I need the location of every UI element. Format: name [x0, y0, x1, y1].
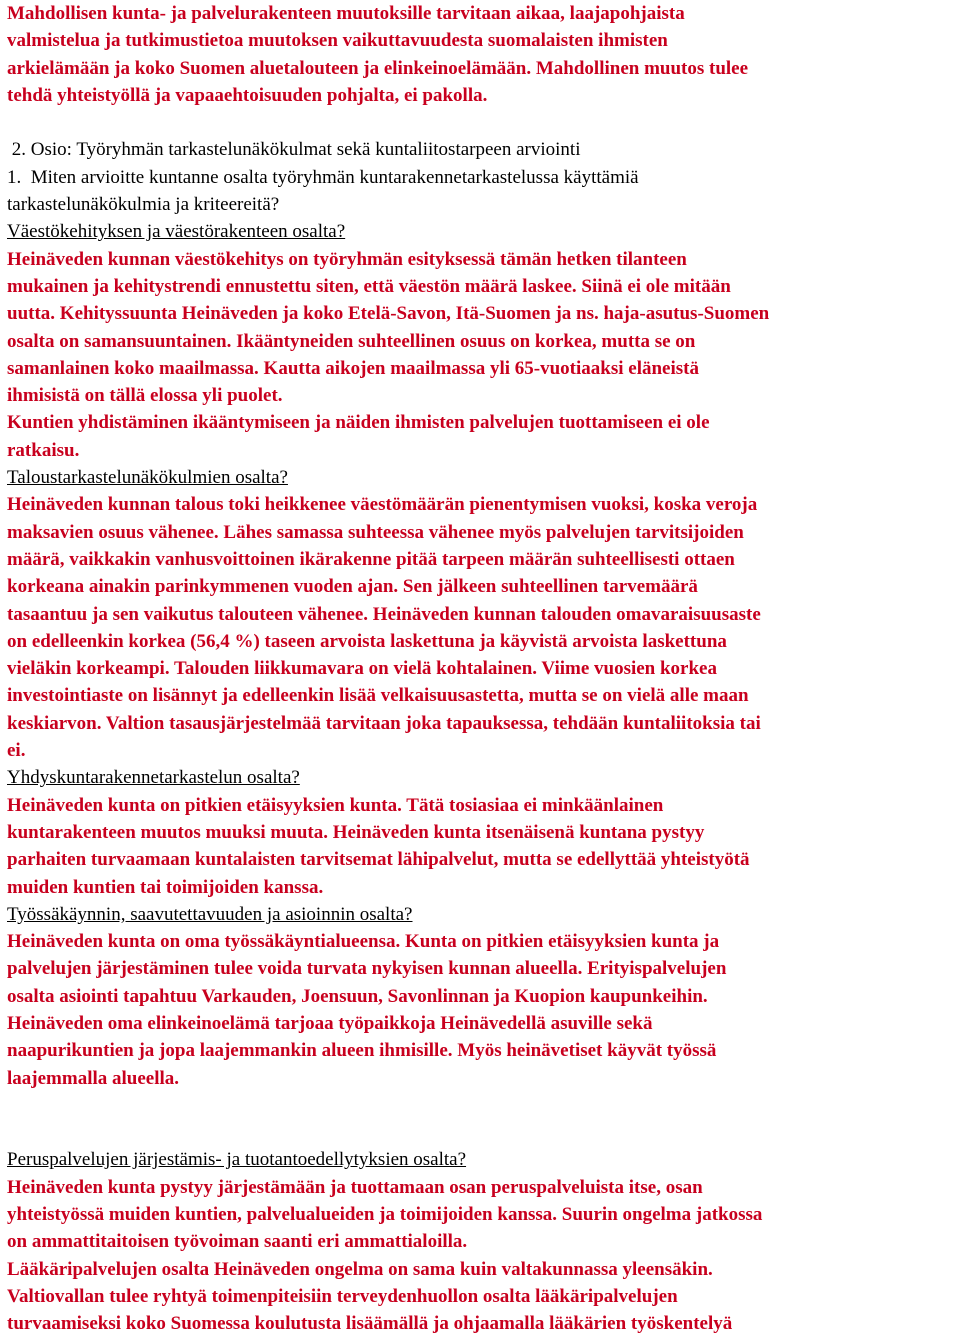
section-heading: 2. Osio: Työryhmän tarkastelunäkökulmat sekä kuntaliitostarpeen arviointi: [7, 139, 581, 161]
answer-line: korkeana ainakin parinkymmenen vuoden ajan. Sen jälkeen suhteellinen tarvemäärä: [7, 576, 698, 598]
answer-line: Heinäveden oma elinkeinoelämä tarjoaa työpaikkoja Heinävedellä asuville sekä: [7, 1012, 653, 1034]
answer-line: parhaiten turvaamaan kuntalaisten tarvitsemat lähipalvelut, mutta se edellyttää yhteistyötä: [7, 849, 750, 871]
answer-line: Heinäveden kunnan väestökehitys on työryhmän esityksessä tämän hetken tilanteen: [7, 248, 687, 270]
topic-commuting: [7, 901, 959, 1092]
answer-line: kuntarakenteen muutos muuksi muuta. Heinäveden kunta itsenäisenä kuntana pystyy: [7, 821, 705, 843]
intro-line: tehdä yhteistyöllä ja vapaaehtoisuuden pohjalta, ei pakolla.: [7, 84, 488, 106]
intro-line: valmistelua ja tutkimustietoa muutoksen vaikuttavuudesta suomalaisten ihmisten: [7, 30, 668, 52]
topic-heading: Yhdyskuntarakennetarkastelun osalta?: [7, 767, 300, 789]
answer-line: osalta on samansuuntainen. Ikääntyneiden suhteellinen osuus on korkea, mutta se on: [7, 330, 696, 352]
document-page: [7, 0, 959, 1338]
intro-paragraph: [7, 0, 959, 109]
answer-line: maksavien osuus vähenee. Lähes samassa suhteessa vähenee myös palvelujen tarvitsijoiden: [7, 521, 744, 543]
answer-line: on ammattitaitoisen työvoiman saanti eri ammattialoilla.: [7, 1231, 468, 1253]
paragraph-gap: [7, 1092, 959, 1147]
answer-line: tasaantuu ja sen vaikutus talouteen vähenee. Heinäveden kunnan talouden omavaraisuusaste: [7, 603, 761, 625]
answer-line: on edelleenkin korkea (56,4 %) taseen arvoista laskettuna ja käyvistä arvoista laskettuna: [7, 630, 727, 652]
answer-line: Heinäveden kunnan talous toki heikkenee väestömäärän pienentymisen vuoksi, koska veroja: [7, 494, 758, 516]
answer-line: palvelujen järjestäminen tulee voida turvata nykyisen kunnan alueella. Erityispalvelujen: [7, 958, 727, 980]
answer-line: muiden kuntien tai toimijoiden kanssa.: [7, 876, 324, 898]
topic-heading: Työssäkäynnin, saavutettavuuden ja asioinnin osalta?: [7, 903, 413, 925]
answer-line: ihmisistä on tällä elossa yli puolet.: [7, 385, 283, 407]
topic-heading: Peruspalvelujen järjestämis- ja tuotantoedellytyksien osalta?: [7, 1149, 467, 1171]
topic-heading: Taloustarkastelunäkökulmien osalta?: [7, 467, 288, 489]
topic-population: [7, 218, 959, 464]
answer-line: Kuntien yhdistäminen ikääntymiseen ja näiden ihmisten palvelujen tuottamiseen ei ole: [7, 412, 710, 434]
question-line: tarkastelunäkökulmia ja kriteereitä?: [7, 194, 280, 216]
answer-line: osalta asiointi tapahtuu Varkauden, Joensuun, Savonlinnan ja Kuopion kaupunkeihin.: [7, 985, 708, 1007]
answer-line: turvaamiseksi koko Suomessa koulutusta lisäämällä ja ohjaamalla lääkärien työskentelyä: [7, 1313, 733, 1335]
question-line: 1. Miten arvioitte kuntanne osalta työryhmän kuntarakennetarkastelussa käyttämiä: [7, 166, 639, 188]
answer-line: keskiarvon. Valtion tasausjärjestelmää tarvitaan joka tapauksessa, tehdään kuntaliitoksia tai: [7, 712, 761, 734]
answer-line: samanlainen koko maailmassa. Kautta aikojen maailmassa yli 65-vuotiaaksi eläneistä: [7, 357, 699, 379]
answer-line: investointiaste on lisännyt ja edelleenkin lisää velkaisuusastetta, mutta se on vielä alle maan: [7, 685, 749, 707]
section-gap: [7, 109, 959, 136]
answer-line: laajemmalla alueella.: [7, 1067, 180, 1089]
question-1: [7, 164, 959, 219]
intro-line: arkielämään ja koko Suomen aluetalouteen ja elinkeinoelämään. Mahdollinen muutos tulee: [7, 57, 749, 79]
answer-line: vieläkin korkeampi. Talouden liikkumavara on vielä kohtalainen. Viime vuosien korkea: [7, 658, 717, 680]
intro-line: Mahdollisen kunta- ja palvelurakenteen muutoksille tarvitaan aikaa, laajapohjaista: [7, 3, 685, 24]
topic-economy: [7, 464, 959, 764]
topic-heading: Väestökehityksen ja väestörakenteen osalta?: [7, 221, 346, 243]
answer-line: mukainen ja kehitystrendi ennustettu siten, että väestön määrä laskee. Siinä ei ole mitään: [7, 275, 731, 297]
answer-line: ratkaisu.: [7, 439, 80, 461]
answer-line: uutta. Kehityssuunta Heinäveden ja koko Etelä-Savon, Itä-Suomen ja ns. haja-asutus-Suomen: [7, 303, 770, 325]
topic-community-structure: [7, 764, 959, 900]
topic-basic-services: [7, 1146, 959, 1337]
answer-line: ei.: [7, 740, 26, 762]
answer-line: Valtiovallan tulee ryhtyä toimenpiteisiin terveydenhuollon osalta lääkäripalvelujen: [7, 1285, 678, 1307]
answer-line: yhteistyössä muiden kuntien, palvelualueiden ja toimijoiden kanssa. Suurin ongelma jatkossa: [7, 1204, 763, 1226]
answer-line: Heinäveden kunta on pitkien etäisyyksien kunta. Tätä tosiasiaa ei minkäänlainen: [7, 794, 664, 816]
answer-line: naapurikuntien ja jopa laajemmankin alueen ihmisille. Myös heinävetiset käyvät työssä: [7, 1040, 717, 1062]
answer-line: Heinäveden kunta pystyy järjestämään ja tuottamaan osan peruspalveluista itse, osan: [7, 1176, 703, 1198]
answer-line: määrä, vaikkakin vanhusvoittoinen ikärakenne pitää tarpeen määrän suhteellisesti ottaen: [7, 548, 735, 570]
answer-line: Heinäveden kunta on oma työssäkäyntialueensa. Kunta on pitkien etäisyyksien kunta ja: [7, 931, 720, 953]
answer-line: Lääkäripalvelujen osalta Heinäveden ongelma on sama kuin valtakunnassa yleensäkin.: [7, 1258, 713, 1280]
